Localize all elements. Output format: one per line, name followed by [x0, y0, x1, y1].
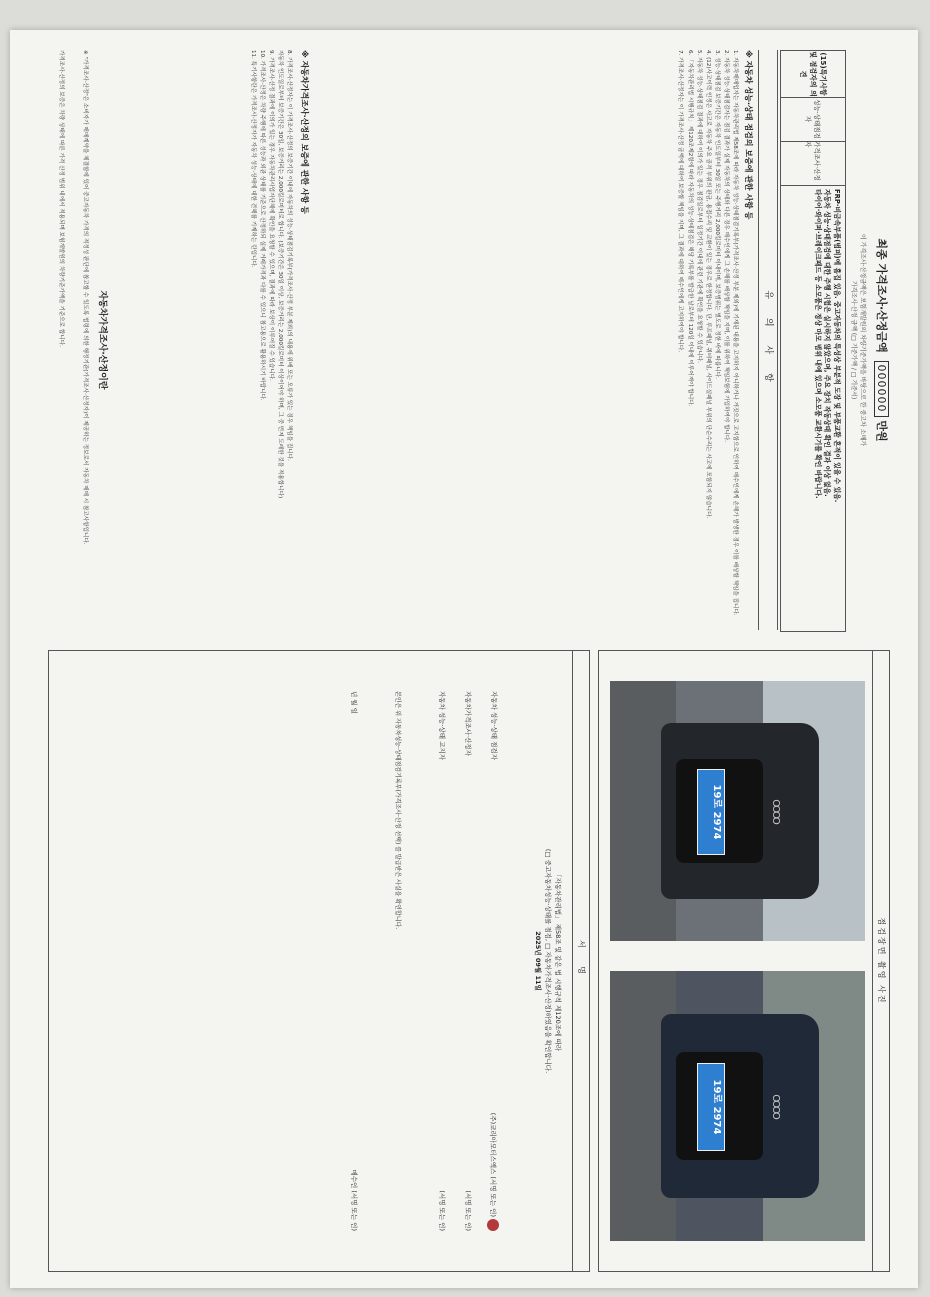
- buyer-label: 매수인: [350, 1169, 358, 1189]
- list-item: 8. 가격조사·산정자는 이 가격조사·산정의 보증기간 이내에 자동차의 성능·상태점검기록부(가격조사·산정 부분 제외)의 내용에 위배 또는 오류가 있는 경우 책임을 집니다.: [286, 50, 292, 461]
- special-notes-text: [813, 189, 842, 627]
- front-photo: [610, 681, 865, 941]
- appraiser-value: (서명 또는 인): [464, 1190, 472, 1231]
- note-line: 타이어·와이퍼·브레이크패드 등 소모품은 정상 마모 범위 내에 있으며 소모품 교환시기를 확인 바랍니다.: [814, 189, 822, 499]
- footer-note-2: 가격조사·산정의 보증은 차량 상태에 따른 가격 산정 범위 내에서 적용되며 보험개발원의 차량기준가액을 기준으로 합니다.: [58, 50, 64, 347]
- document-title: [870, 50, 890, 630]
- inspector-value: (주)코리아모터스엑스 (서명 또는 인): [489, 1112, 497, 1217]
- list-item: 7. 가격조사·산정자는 이 가격조사·산정 금액에 대하여 보증할 책임을 지며, 그 결과에 대하여 매수인에게 고지하여야 합니다.: [677, 50, 684, 353]
- buyer-value: (서명 또는 인): [350, 1190, 358, 1231]
- list-item: 2. 자동차 성능·상태점검자는 점검 결과가 실제 자동차의 상태와 다른 경우 매수인에게 그 손해를 배상할 책임을 지며, 이를 위하여 책임보험에 가입하여야 합니다.: [722, 50, 729, 443]
- special-notes-label: (15)특기사항 및 점검자의 의견: [781, 51, 845, 98]
- section2-heading: ※ 자동차가격조사·산정의 보증에 관한 사항 등: [300, 50, 309, 214]
- document-paper: [10, 30, 918, 1288]
- list-item: 10. 가격조사·산정은 차량 주행에 따른 성능과 외관 상태를 기준으로 산정하되 실제 거래가격과 다를 수 있으니 참고용으로 활용하시기 바랍니다.: [258, 50, 265, 401]
- audi-logo: OOOO: [769, 1094, 781, 1118]
- list-item: 9. 가격조사·산정 결과에 이의가 있는 경우 자동차관리사업자단체에 확인을 요청할 수 있으며, 결과에 따라 보상이 이루어질 수 있습니다.: [267, 50, 274, 381]
- footer-note: ※ "가격조사·산정"은 소비자가 매매계약을 체결함에 있어 중고자동차 가격의 적정성 판단에 참고할 수 있도록 법령에 의한 행정기관(가격조사·산정자)이 제공하는 정보로서 자동차 매매 시 참고사항입니다.: [82, 50, 88, 545]
- footer-title: 자동차가격조사·산정이란: [97, 290, 107, 390]
- section2-list: [247, 50, 292, 630]
- appraiser-column: 가격조사·산정자: [781, 141, 845, 186]
- sign-date: 2025년 09월 11일: [534, 931, 542, 991]
- title-text: 최종 가격조사·산정금액: [875, 238, 888, 353]
- list-item: 자동차 인도일로부터 보증기간은 30일, 보증거리는 2,000킬로미터로 합니다. (보증기간은 30일 이상, 보증거리는 2,000킬로미터 이상이어야 하며, 그 중 먼저 도래한 것을 적용합니다): [276, 50, 283, 499]
- rotated-sheet: [10, 30, 918, 1288]
- inspector-column: 성능·상태점검자: [781, 97, 845, 142]
- signature-heading: 서 명: [572, 651, 589, 1271]
- notifier-value: (서명 또는 인): [438, 1190, 446, 1231]
- appraiser-label: 자동차가격조사·산정자: [464, 691, 472, 756]
- photos-heading: 점검장면 촬영 사진: [872, 651, 889, 1271]
- section1-heading: ※ 자동차 성능·상태 점검의 보증에 관한 사항 등: [744, 50, 753, 220]
- price-subline: 이 가격조사·산정금액은 보험개발원의 차량기준가액을 바탕으로 한 중고차 소매가: [859, 233, 866, 447]
- notice-page: [30, 50, 890, 630]
- price-unit: 만원: [875, 420, 888, 442]
- special-notes-table: [780, 50, 846, 632]
- section1-list: [674, 50, 738, 630]
- inspection-photos: [598, 650, 890, 1272]
- receipt-statement: 본인은 위 자동차성능·상태점검기록부(가격조사·산정 선택) 를 발급받은 사실을 확인합니다.: [394, 691, 401, 930]
- list-item: 3. 성능·상태점검 보증기간은 자동차 인도일부터 30일 또는 주행거리 2,000킬로미터 이내이며, 보증범위는 별도로 정한 바에 따릅니다.: [713, 50, 720, 379]
- list-item: 1. 자동차매매업자는 자동차관리법 제58조에 따라 자동차 성능·상태점검기록부(가격조사·산정 부분 제외)에 기재된 내용을 고지하지 아니하거나 거짓으로 고지함으로 인하여 매수인에게 손해가 발생한 경우 이를 배상할 책임을 집니다.: [732, 50, 738, 616]
- note-line: FRP·비금속부품(범퍼)에 흠집 있음. 중고자동차의 특성상 부분적 도장 및 부품교환 흔적이 있을 수 있음.: [833, 189, 841, 503]
- license-plate: 19로 2974: [697, 769, 725, 854]
- inspector-label: 자동차 성능·상태 점검자: [490, 691, 498, 760]
- rear-photo: [610, 971, 865, 1241]
- year-label: 년 월 일: [350, 691, 358, 714]
- price-subline-2: 가격조사·산정 금액 (□ 기준가액 / □ 기준서): [850, 280, 857, 400]
- note-line: 자동차 성능·상태점검에 대한 주행 시험은 실시하지 않았으며, 주요 장치 작동상태 확인 결과 이상 없음.: [823, 189, 832, 497]
- list-item: 11. 특기사항란은 가격조사·산정자가 자동차 성능·상태에 대한 견해를 기재하는 란입니다.: [249, 50, 256, 268]
- signature-section: [48, 650, 590, 1272]
- photo-signature-page: [30, 650, 890, 1270]
- price-code: 000000: [874, 361, 889, 417]
- list-item: 5. 자동차 성능·상태점검 결과에 대하여 이의가 있는 경우 점검일로부터 일정기간 이내에 관련 기관에 확인을 요청할 수 있습니다.: [695, 50, 702, 363]
- law-line: 「자동차관리법」 제58조 및 같은 법 시행규칙 제120조에 따라: [554, 871, 562, 1051]
- list-item: 4. (12)사고이력 인정은 사고로 자동차 주요 골격 부위의 판금, 용접수리 및 교환이 있는 경우로 한정합니다. 단, 루프패널, 쿼터패널, 사이드실패널 부위의 단순수리는 사고에 포함되지 않습니다.: [704, 50, 711, 519]
- list-item: 6. 「자동차관리법 시행규칙」 제120조제2항에 따라 자동차의 성능·상태점검은 해당 기록부를 발급한 날로부터 120일 이내에 이루어져야 합니다.: [686, 50, 693, 407]
- company-stamp: [487, 1219, 499, 1231]
- notifier-label: 자동차 성능·상태 고지자: [438, 691, 446, 760]
- law-line: (□ 중고자동차성능·상태를 점검, □ 자동차가격조사·산정)하였음을 확인합니다.: [544, 848, 552, 1074]
- license-plate: 19로 2974: [697, 1063, 725, 1151]
- audi-logo: OOOO: [769, 799, 781, 823]
- law-statement: [533, 691, 563, 1231]
- notice-heading: 유 의 사 항: [758, 50, 778, 630]
